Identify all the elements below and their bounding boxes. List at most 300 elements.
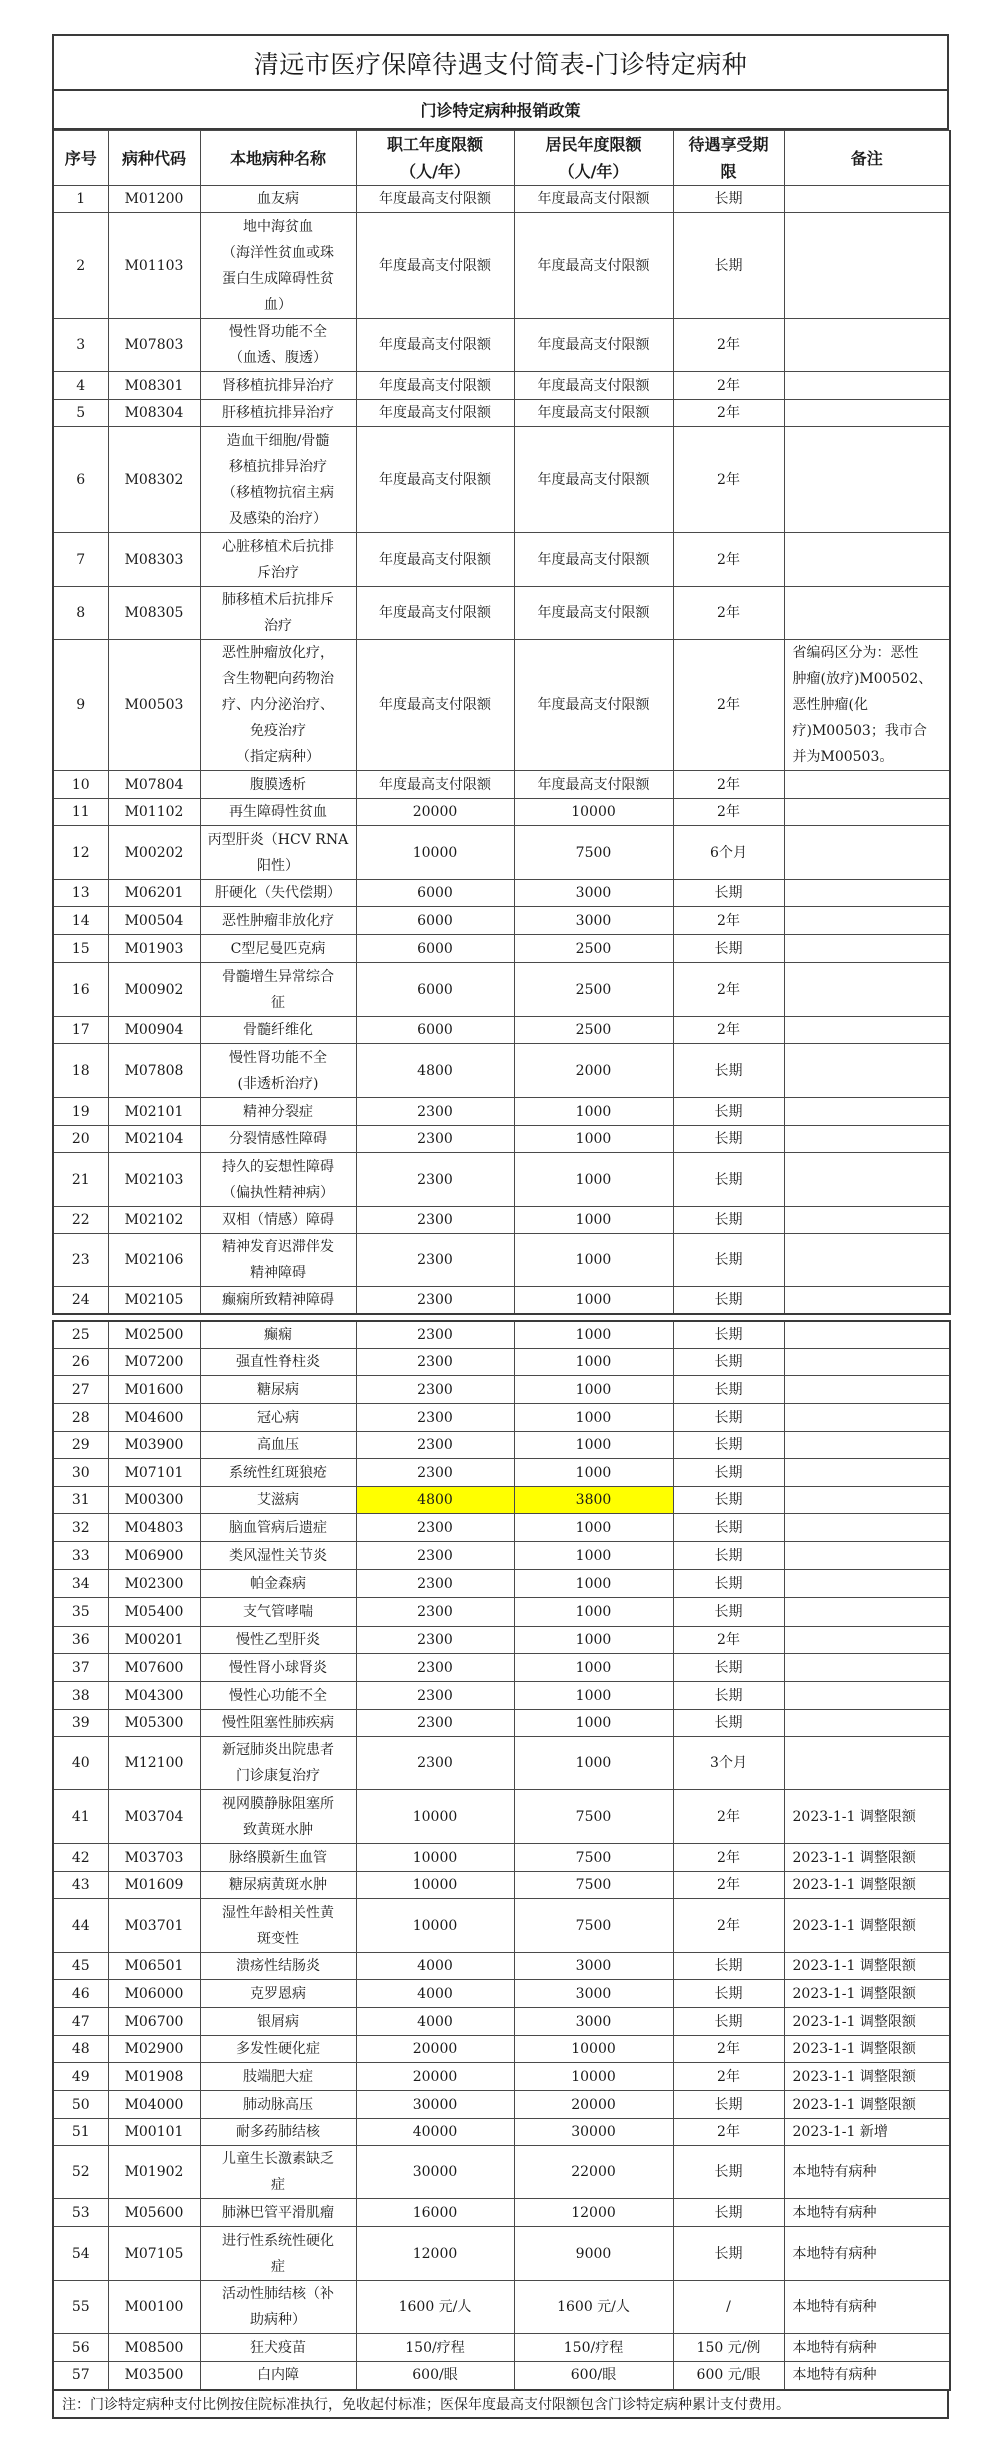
remark-cell [784, 1844, 950, 1872]
remark-cell [784, 2091, 950, 2119]
table-row [53, 2362, 950, 2390]
table-row [53, 1654, 950, 1682]
code-cell: M01908 [108, 2063, 200, 2091]
table-row [53, 1376, 950, 1404]
header-col-name [200, 131, 356, 186]
table-row [53, 533, 950, 587]
employee-limit-cell: 2300 [356, 1598, 514, 1627]
employee-limit-cell: 30000 [356, 2091, 514, 2119]
index-cell: 49 [53, 2063, 108, 2091]
name-cell [200, 1790, 356, 1844]
name-cell [200, 826, 356, 880]
name-cell [200, 2119, 356, 2146]
text-line: 精神发育迟滞伴发 [222, 1239, 334, 1255]
text-line: 省编码区分为：恶性 [792, 645, 919, 661]
text-line: 糖尿病黄斑水肿 [229, 1877, 327, 1893]
employee-limit-cell: 年度最高支付限额 [356, 427, 514, 533]
period-cell: 长期 [673, 1321, 784, 1349]
disease-table [52, 130, 951, 1315]
code-cell: M12100 [108, 1737, 200, 1790]
period-cell: 2年 [673, 1844, 784, 1872]
code-cell: M02106 [108, 1234, 200, 1287]
table-row [53, 2281, 950, 2334]
resident-limit-cell: 年度最高支付限额 [514, 533, 673, 587]
period-cell: 2年 [673, 1627, 784, 1654]
code-cell: M01609 [108, 1872, 200, 1899]
header-col-employee-limit [356, 131, 514, 186]
employee-limit-cell: 4800 [356, 1487, 514, 1514]
text-line: 2023-1-1 调整限额 [792, 2096, 916, 2113]
name-cell [200, 319, 356, 372]
text-line: 待遇享受期 [688, 135, 769, 154]
resident-limit-cell: 1000 [514, 1153, 673, 1207]
text-line: 新冠肺炎出院患者 [222, 1742, 334, 1758]
remark-cell [784, 1899, 950, 1953]
name-cell [200, 935, 356, 963]
period-cell: 2年 [673, 963, 784, 1017]
code-cell: M07803 [108, 319, 200, 372]
name-cell [200, 880, 356, 907]
code-cell: M08305 [108, 587, 200, 640]
policy-sheet [52, 34, 949, 2419]
resident-limit-cell: 1000 [514, 1570, 673, 1598]
period-cell: 2年 [673, 1017, 784, 1044]
period-cell: 长期 [673, 1098, 784, 1126]
period-cell: 2年 [673, 771, 784, 799]
text-line: 备注 [850, 148, 883, 168]
employee-limit-cell: 6000 [356, 907, 514, 935]
remark-cell [784, 880, 950, 907]
employee-limit-cell: 2300 [356, 1542, 514, 1570]
text-line: 疗、内分泌治疗、 [222, 697, 334, 713]
remark-cell [784, 1487, 950, 1514]
name-cell [200, 1487, 356, 1514]
table-row [53, 400, 950, 427]
table-row [53, 2091, 950, 2119]
period-cell: 长期 [673, 1234, 784, 1287]
code-cell: M02101 [108, 1098, 200, 1126]
remark-cell [784, 1287, 950, 1315]
text-line: 2023-1-1 调整限额 [792, 1985, 916, 2002]
name-cell [200, 2146, 356, 2199]
resident-limit-cell: 3000 [514, 2008, 673, 2036]
remark-cell [784, 1404, 950, 1432]
text-line: 肿瘤(放疗)M00502、 [792, 671, 933, 687]
period-cell: 长期 [673, 1542, 784, 1570]
table-row [53, 1844, 950, 1872]
resident-limit-cell: 1000 [514, 1098, 673, 1126]
name-cell [200, 1598, 356, 1627]
text-line: (非透析治疗) [237, 1075, 319, 1092]
code-cell: M03500 [108, 2362, 200, 2390]
index-cell: 55 [53, 2281, 108, 2334]
name-cell [200, 1514, 356, 1542]
resident-limit-cell: 1000 [514, 1598, 673, 1627]
period-cell: 长期 [673, 935, 784, 963]
period-cell: 长期 [673, 2199, 784, 2227]
resident-limit-cell: 年度最高支付限额 [514, 400, 673, 427]
period-cell: 2年 [673, 1872, 784, 1899]
code-cell: M06201 [108, 880, 200, 907]
code-cell: M02300 [108, 1570, 200, 1598]
employee-limit-cell: 年度最高支付限额 [356, 587, 514, 640]
period-cell: 长期 [673, 1598, 784, 1627]
resident-limit-cell: 1000 [514, 1459, 673, 1487]
text-line: 本地特有病种 [792, 2164, 877, 2180]
text-line: 狂犬疫苗 [250, 2339, 306, 2356]
table-row [53, 799, 950, 826]
employee-limit-cell: 10000 [356, 1872, 514, 1899]
remark-cell [784, 640, 950, 771]
period-cell: 长期 [673, 1153, 784, 1207]
employee-limit-cell: 2300 [356, 1570, 514, 1598]
text-line: 慢性乙型肝炎 [236, 1632, 320, 1648]
text-line: 2023-1-1 调整限额 [792, 2068, 916, 2085]
code-cell: M01102 [108, 799, 200, 826]
employee-limit-cell: 2300 [356, 1682, 514, 1710]
resident-limit-cell: 7500 [514, 826, 673, 880]
table-row [53, 319, 950, 372]
remark-cell [784, 1207, 950, 1234]
remark-cell [784, 2199, 950, 2227]
text-line: 视网膜静脉阻塞所 [222, 1795, 334, 1812]
text-line: 肺动脉高压 [243, 2096, 313, 2113]
remark-cell [784, 319, 950, 372]
text-line: 持久的妄想性障碍 [222, 1158, 334, 1175]
text-line: 癫痫 [264, 1327, 292, 1343]
period-cell: 2年 [673, 400, 784, 427]
period-cell: 2年 [673, 587, 784, 640]
name-cell [200, 1682, 356, 1710]
index-cell: 47 [53, 2008, 108, 2036]
period-cell: 长期 [673, 1570, 784, 1598]
name-cell [200, 1459, 356, 1487]
period-cell: 长期 [673, 2146, 784, 2199]
text-line: 造血干细胞/骨髓 [226, 432, 330, 449]
table-row [53, 2199, 950, 2227]
period-cell: 长期 [673, 1980, 784, 2008]
employee-limit-cell: 2300 [356, 1349, 514, 1376]
name-cell [200, 2227, 356, 2281]
code-cell: M00300 [108, 1487, 200, 1514]
employee-limit-cell: 年度最高支付限额 [356, 186, 514, 213]
text-line: 类风湿性关节炎 [229, 1547, 327, 1564]
index-cell: 11 [53, 799, 108, 826]
index-cell: 25 [53, 1321, 108, 1349]
index-cell: 42 [53, 1844, 108, 1872]
text-line: （偏执性精神病） [222, 1184, 334, 1201]
table-row [53, 1321, 950, 1349]
resident-limit-cell: 10000 [514, 799, 673, 826]
index-cell: 45 [53, 1953, 108, 1980]
employee-limit-cell: 20000 [356, 2063, 514, 2091]
employee-limit-cell: 6000 [356, 935, 514, 963]
text-line: 骨髓增生异常综合 [222, 968, 334, 985]
text-line: 丙型肝炎（HCV RNA [207, 831, 349, 848]
remark-cell [784, 907, 950, 935]
remark-cell [784, 1710, 950, 1737]
table-row [53, 1349, 950, 1376]
period-cell: 2年 [673, 372, 784, 400]
table-row [53, 1598, 950, 1627]
table-row [53, 1682, 950, 1710]
resident-limit-cell: 7500 [514, 1790, 673, 1844]
code-cell: M08500 [108, 2334, 200, 2362]
remark-cell [784, 1459, 950, 1487]
name-cell [200, 1153, 356, 1207]
text-line: 恶性肿瘤非放化疗 [222, 912, 334, 929]
index-cell: 36 [53, 1627, 108, 1654]
resident-limit-cell: 7500 [514, 1872, 673, 1899]
employee-limit-cell: 4000 [356, 2008, 514, 2036]
text-line: 耐多药肺结核 [236, 2124, 320, 2140]
remark-cell [784, 2227, 950, 2281]
resident-limit-cell: 年度最高支付限额 [514, 186, 673, 213]
employee-limit-cell: 12000 [356, 2227, 514, 2281]
resident-limit-cell: 12000 [514, 2199, 673, 2227]
text-line: 治疗 [264, 618, 292, 634]
resident-limit-cell: 22000 [514, 2146, 673, 2199]
table-row [53, 1126, 950, 1153]
index-cell: 21 [53, 1153, 108, 1207]
text-line: 分裂情感性障碍 [229, 1131, 327, 1147]
employee-limit-cell: 2300 [356, 1627, 514, 1654]
resident-limit-cell: 1000 [514, 1737, 673, 1790]
resident-limit-cell: 年度最高支付限额 [514, 771, 673, 799]
code-cell: M00201 [108, 1627, 200, 1654]
resident-limit-cell: 2000 [514, 1044, 673, 1098]
text-line: 多发性硬化症 [236, 2041, 320, 2057]
text-line: 疗)M00503；我市合 [792, 723, 927, 739]
name-cell [200, 1404, 356, 1432]
text-line: 含生物靶向药物治 [222, 671, 334, 687]
employee-limit-cell: 10000 [356, 826, 514, 880]
employee-limit-cell: 150/疗程 [356, 2334, 514, 2362]
index-cell: 26 [53, 1349, 108, 1376]
employee-limit-cell: 年度最高支付限额 [356, 640, 514, 771]
name-cell [200, 1098, 356, 1126]
text-line: 2023-1-1 新增 [792, 2124, 888, 2140]
text-line: 限 [720, 162, 737, 181]
table-row [53, 1432, 950, 1459]
table-row [53, 1710, 950, 1737]
remark-cell [784, 533, 950, 587]
employee-limit-cell: 2300 [356, 1321, 514, 1349]
text-line: 再生障碍性贫血 [229, 804, 327, 820]
index-cell: 43 [53, 1872, 108, 1899]
text-line: 儿童生长激素缺乏 [222, 2151, 334, 2167]
text-line: 慢性肾小球肾炎 [229, 1659, 327, 1676]
table-row [53, 1980, 950, 2008]
remark-cell [784, 1098, 950, 1126]
code-cell: M00904 [108, 1017, 200, 1044]
text-line: 恶性肿瘤(化 [792, 697, 868, 713]
index-cell: 23 [53, 1234, 108, 1287]
remark-cell [784, 1234, 950, 1287]
index-cell: 56 [53, 2334, 108, 2362]
text-line: 蛋白生成障碍性贫 [222, 270, 334, 287]
text-line: 肾移植抗排异治疗 [222, 377, 334, 394]
text-line: 脑血管病后遗症 [229, 1519, 327, 1536]
index-cell: 10 [53, 771, 108, 799]
text-line: 支气管哮喘 [243, 1604, 313, 1620]
period-cell: 2年 [673, 1899, 784, 1953]
code-cell: M07200 [108, 1349, 200, 1376]
header-col-resident-limit [514, 131, 673, 186]
index-cell: 4 [53, 372, 108, 400]
text-line: 慢性肾功能不全 [229, 324, 327, 340]
code-cell: M06900 [108, 1542, 200, 1570]
table-row [53, 1953, 950, 1980]
index-cell: 18 [53, 1044, 108, 1098]
employee-limit-cell: 2300 [356, 1404, 514, 1432]
name-cell [200, 372, 356, 400]
code-cell: M02105 [108, 1287, 200, 1315]
index-cell: 22 [53, 1207, 108, 1234]
resident-limit-cell: 年度最高支付限额 [514, 640, 673, 771]
text-line: 居民年度限额 [545, 135, 642, 154]
resident-limit-cell: 年度最高支付限额 [514, 587, 673, 640]
period-cell: 长期 [673, 1207, 784, 1234]
table-row [53, 1899, 950, 1953]
code-cell: M07105 [108, 2227, 200, 2281]
resident-limit-cell: 1000 [514, 1207, 673, 1234]
resident-limit-cell: 1000 [514, 1234, 673, 1287]
name-cell [200, 533, 356, 587]
remark-cell [784, 2281, 950, 2334]
resident-limit-cell: 20000 [514, 2091, 673, 2119]
period-cell: 长期 [673, 1487, 784, 1514]
index-cell: 41 [53, 1790, 108, 1844]
text-line: 症 [271, 2258, 285, 2275]
table-row [53, 1514, 950, 1542]
table-row [53, 1487, 950, 1514]
text-line: 致黄斑水肿 [243, 1821, 313, 1838]
employee-limit-cell: 4800 [356, 1044, 514, 1098]
remark-cell [784, 427, 950, 533]
name-cell [200, 2334, 356, 2362]
name-cell [200, 2362, 356, 2390]
sheet-header [52, 34, 949, 130]
text-line: 精神障碍 [250, 1265, 306, 1281]
text-line: 本地病种名称 [229, 148, 326, 168]
name-cell [200, 1737, 356, 1790]
table-row [53, 1790, 950, 1844]
employee-limit-cell: 6000 [356, 880, 514, 907]
resident-limit-cell: 2500 [514, 935, 673, 963]
header-col-code [108, 131, 200, 186]
name-cell [200, 640, 356, 771]
index-cell: 46 [53, 1980, 108, 2008]
code-cell: M01200 [108, 186, 200, 213]
text-line: 症 [271, 2177, 285, 2193]
name-cell [200, 1710, 356, 1737]
employee-limit-cell: 2300 [356, 1098, 514, 1126]
text-line: 腹膜透析 [250, 776, 306, 793]
period-cell: 长期 [673, 1376, 784, 1404]
resident-limit-cell: 1000 [514, 1321, 673, 1349]
text-line: 艾滋病 [257, 1492, 299, 1508]
period-cell: 2年 [673, 907, 784, 935]
text-line: 血） [264, 296, 292, 313]
table-row [53, 1287, 950, 1315]
text-line: 斑变性 [257, 1930, 299, 1947]
period-cell: 长期 [673, 1710, 784, 1737]
index-cell: 15 [53, 935, 108, 963]
text-line: 并为M00503。 [792, 749, 894, 765]
text-line: 2023-1-1 调整限额 [792, 1917, 916, 1934]
index-cell: 35 [53, 1598, 108, 1627]
period-cell: 长期 [673, 2008, 784, 2036]
name-cell [200, 1044, 356, 1098]
text-line: （移植物抗宿主病 [222, 484, 334, 501]
resident-limit-cell: 1000 [514, 1126, 673, 1153]
index-cell: 5 [53, 400, 108, 427]
period-cell: 2年 [673, 427, 784, 533]
text-line: 高血压 [257, 1437, 299, 1453]
period-cell: 150 元/例 [673, 2334, 784, 2362]
period-cell: 长期 [673, 1459, 784, 1487]
resident-limit-cell: 3000 [514, 1980, 673, 2008]
text-line: 精神分裂症 [243, 1103, 313, 1120]
period-cell: 2年 [673, 799, 784, 826]
index-cell: 29 [53, 1432, 108, 1459]
code-cell: M05300 [108, 1710, 200, 1737]
table-row [53, 1404, 950, 1432]
index-cell: 19 [53, 1098, 108, 1126]
period-cell: 长期 [673, 2227, 784, 2281]
text-line: 糖尿病 [257, 1381, 299, 1398]
period-cell: 2年 [673, 2119, 784, 2146]
text-line: （人/年） [558, 162, 629, 181]
period-cell: 6个月 [673, 826, 784, 880]
index-cell: 57 [53, 2362, 108, 2390]
text-line: 湿性年龄相关性黄 [222, 1904, 334, 1921]
resident-limit-cell: 1600 元/人 [514, 2281, 673, 2334]
resident-limit-cell: 3000 [514, 907, 673, 935]
text-line: 2023-1-1 调整限额 [792, 2041, 916, 2057]
table-row [53, 1044, 950, 1098]
period-cell: 长期 [673, 2091, 784, 2119]
name-cell [200, 1980, 356, 2008]
name-cell [200, 2281, 356, 2334]
employee-limit-cell: 2300 [356, 1710, 514, 1737]
employee-limit-cell: 1600 元/人 [356, 2281, 514, 2334]
resident-limit-cell: 10000 [514, 2063, 673, 2091]
resident-limit-cell: 2500 [514, 1017, 673, 1044]
name-cell [200, 400, 356, 427]
resident-limit-cell: 3000 [514, 1953, 673, 1980]
code-cell: M05400 [108, 1598, 200, 1627]
name-cell [200, 1872, 356, 1899]
text-line: （海洋性贫血或珠 [222, 244, 334, 261]
resident-limit-cell: 600/眼 [514, 2362, 673, 2390]
text-line: 系统性红斑狼疮 [229, 1464, 327, 1481]
remark-cell [784, 1126, 950, 1153]
period-cell: 长期 [673, 1349, 784, 1376]
period-cell: 长期 [673, 1432, 784, 1459]
text-line: 本地特有病种 [792, 2204, 877, 2221]
code-cell: M04300 [108, 1682, 200, 1710]
table-row [53, 2119, 950, 2146]
name-cell [200, 1376, 356, 1404]
text-line: 银屑病 [257, 2013, 299, 2030]
employee-limit-cell: 年度最高支付限额 [356, 319, 514, 372]
employee-limit-cell: 年度最高支付限额 [356, 400, 514, 427]
index-cell: 24 [53, 1287, 108, 1315]
code-cell: M03701 [108, 1899, 200, 1953]
resident-limit-cell: 1000 [514, 1542, 673, 1570]
